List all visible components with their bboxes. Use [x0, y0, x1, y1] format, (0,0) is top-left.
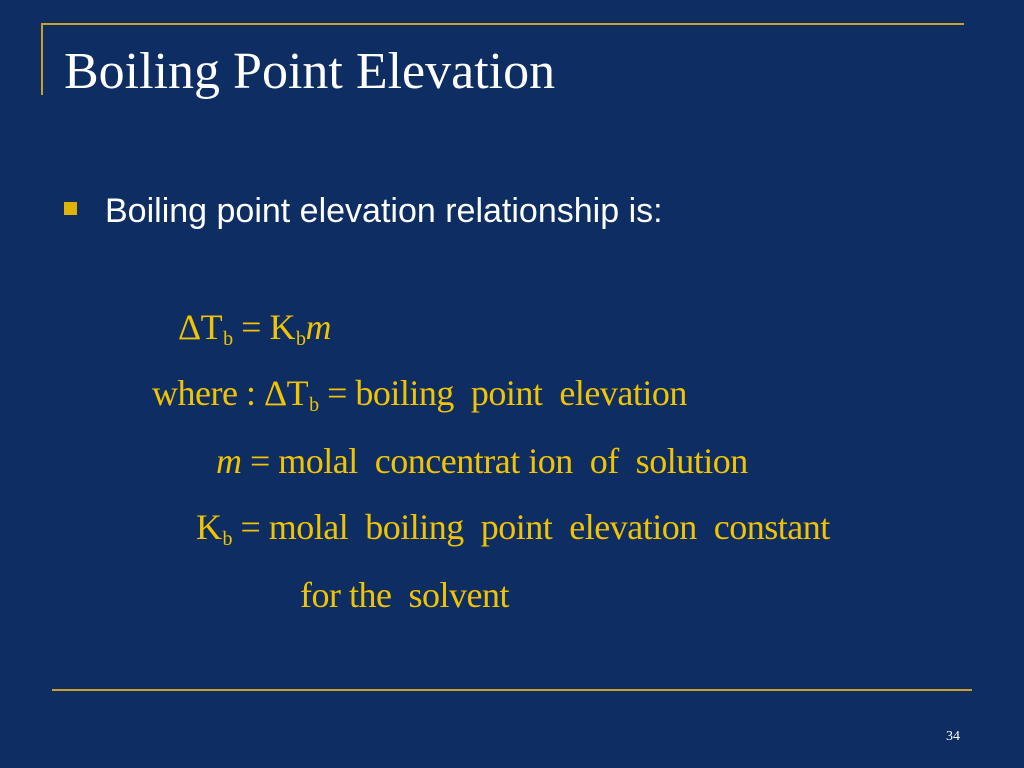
subscript-b: b	[295, 328, 306, 350]
subscript-b: b	[223, 328, 233, 350]
where-label: where : ΔT	[152, 373, 309, 413]
k-symbol: K	[196, 507, 222, 547]
delta-t-definition: = boiling point elevation	[318, 373, 687, 413]
definition-kb-continued	[300, 574, 509, 616]
subscript-b: b	[309, 394, 319, 416]
slide-title: Boiling Point Elevation	[64, 43, 556, 100]
page-number: 34	[946, 729, 960, 744]
bullet-text: Boiling point elevation relationship is:	[105, 192, 663, 230]
frame-top-line	[41, 23, 964, 25]
bullet-item	[64, 192, 663, 231]
kb-definition: = molal boiling point elevation constant	[232, 507, 830, 547]
footer-rule	[52, 689, 972, 691]
molality-definition: = molal concentrat ion of solution	[241, 441, 748, 481]
definition-delta-t	[152, 372, 687, 417]
equation-main	[178, 306, 331, 351]
kb-definition-continued: for the solvent	[300, 575, 509, 615]
molality-symbol: m	[305, 307, 331, 347]
definition-kb	[196, 506, 830, 551]
definition-molality	[216, 440, 748, 482]
frame-left-line	[41, 23, 43, 95]
square-bullet-icon	[64, 202, 77, 215]
molality-symbol: m	[216, 441, 242, 481]
equals-sign: =	[232, 307, 270, 347]
delta-t-symbol: ΔT	[178, 307, 223, 347]
k-symbol: K	[269, 307, 295, 347]
subscript-b: b	[222, 528, 232, 550]
